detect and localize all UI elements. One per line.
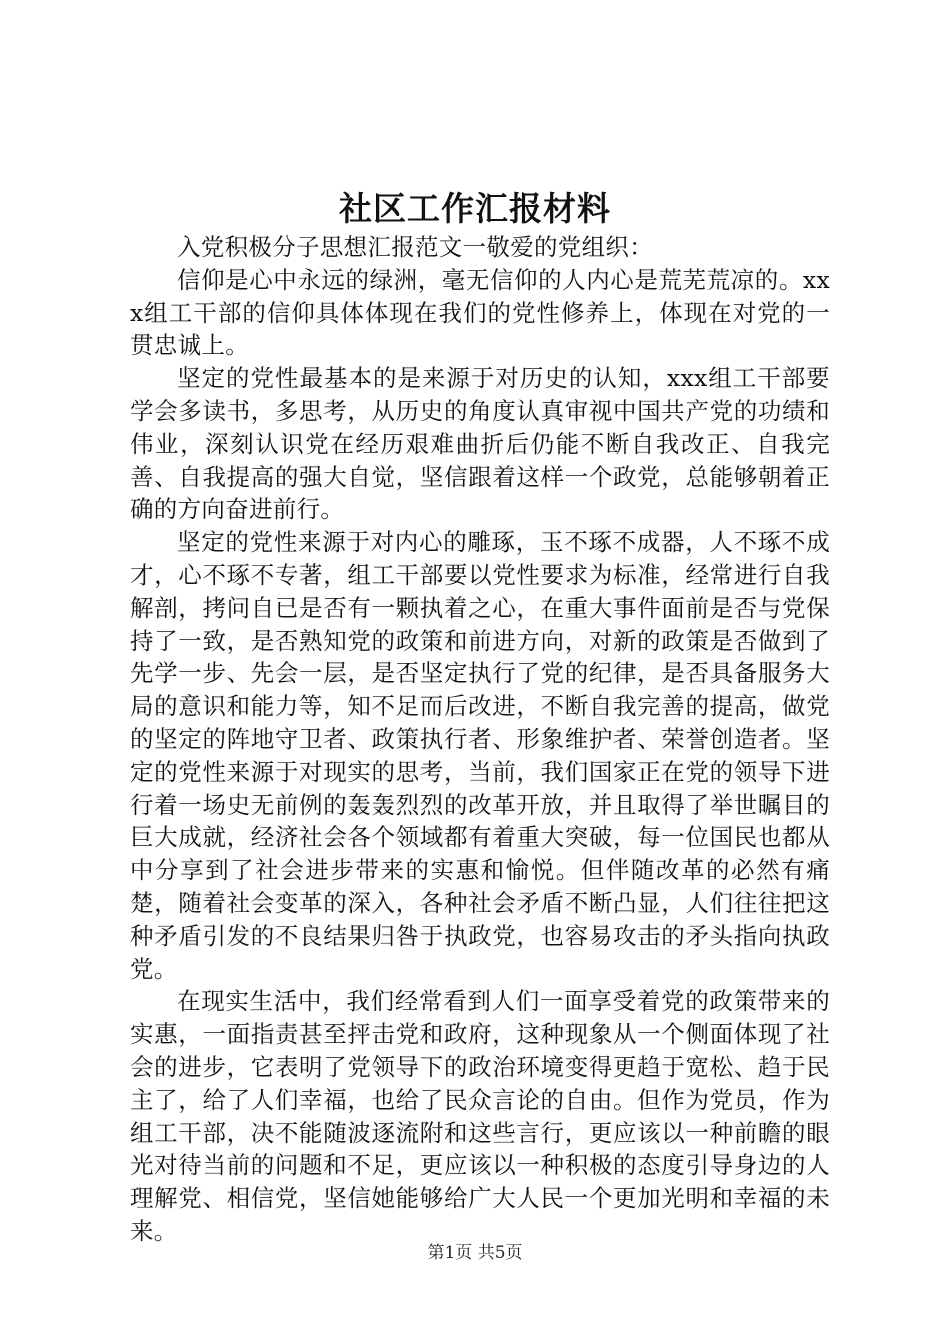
paragraph-belief: 信仰是心中永远的绿洲，毫无信仰的人内心是荒芜荒凉的。xxx组工干部的信仰具体体现在我们的党性修养上，体现在对党的一贯忠诚上。	[130, 265, 830, 360]
document-body	[130, 231, 830, 1248]
page-number-footer: 第1页 共5页	[427, 1243, 523, 1263]
paragraph-self-reflection: 坚定的党性来源于对内心的雕琢，玉不琢不成器，人不琢不成才，心不琢不专著，组工干部要以党性要求为标准，经常进行自我解剖，拷问自已是否有一颗执着之心，在重大事件面前是否与党保持了一致，是否熟知党的政策和前进方向，对新的政策是否做到了先学一步、先会一层，是否坚定执行了党的纪律，是否具备服务大局的意识和能力等，知不足而后改进，不断自我完善的提高，做党的坚定的阵地守卫者、政策执行者、形象维护者、荣誉创造者。坚定的党性来源于对现实的思考，当前，我们国家正在党的领导下进行着一场史无前例的轰轰烈烈的改革开放，并且取得了举世瞩目的巨大成就，经济社会各个领域都有着重大突破，每一位国民也都从中分享到了社会进步带来的实惠和愉悦。但伴随改革的必然有痛楚，随着社会变革的深入，各种社会矛盾不断凸显，人们往往把这种矛盾引发的不良结果归咎于执政党，也容易攻击的矛头指向执政党。	[130, 528, 830, 983]
paragraph-reality: 在现实生活中，我们经常看到人们一面享受着党的政策带来的实惠，一面指责甚至抨击党和政府，这种现象从一个侧面体现了社会的进步，它表明了党领导下的政治环境变得更趋于宽松、趋于民主了，给了人们幸福，也给了民众言论的自由。但作为党员，作为组工干部，决不能随波逐流附和这些言行，更应该以一种前瞻的眼光对待当前的问题和不足，更应该以一种积极的态度引导身边的人理解党、相信党，坚信她能够给广大人民一个更加光明和幸福的未来。	[130, 987, 830, 1245]
paragraph-salutation: 入党积极分子思想汇报范文一敬爱的党组织：	[177, 233, 653, 261]
document-title: 社区工作汇报材料	[339, 189, 611, 228]
paragraph-history: 坚定的党性最基本的是来源于对历史的认知，xxx组工干部要学会多读书，多思考，从历史的角度认真审视中国共产党的功绩和伟业，深刻认识党在经历艰难曲折后仍能不断自我改正、自我完善、自我提高的强大自觉，坚信跟着这样一个政党，总能够朝着正确的方向奋进前行。	[130, 364, 830, 524]
